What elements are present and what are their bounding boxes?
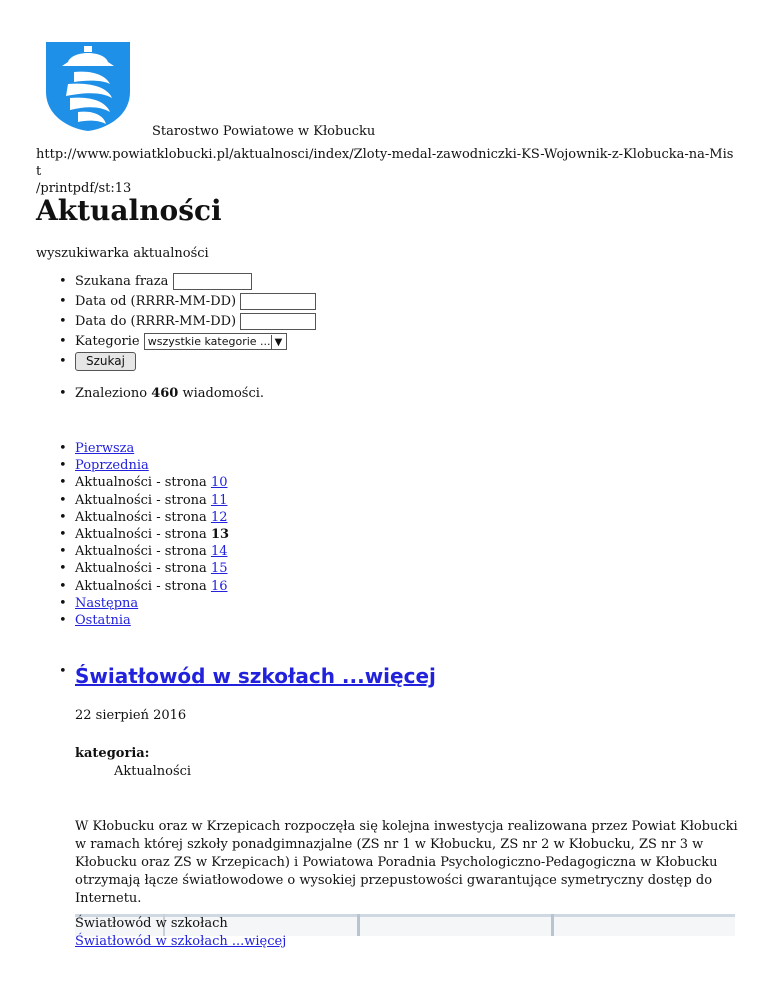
last-page-link[interactable]: Ostatnia xyxy=(75,612,131,628)
list-item xyxy=(36,440,229,457)
page-link[interactable]: 16 xyxy=(210,578,228,594)
list-item xyxy=(36,474,229,491)
date-from-input[interactable] xyxy=(240,293,316,310)
results-summary xyxy=(36,386,264,401)
list-item xyxy=(36,312,636,332)
list-item xyxy=(36,560,229,577)
page-link[interactable]: 14 xyxy=(210,544,228,560)
list-item xyxy=(36,332,636,352)
search-button[interactable]: Szukaj xyxy=(75,352,136,371)
category-selected-value: wszystkie kategorie ... xyxy=(147,335,271,348)
current-page: 13 xyxy=(210,526,230,542)
page-prefix: Aktualności - strona xyxy=(75,509,207,525)
list-item xyxy=(36,509,229,526)
image-caption: Światłowód w szkołach xyxy=(75,916,228,931)
article-more-link[interactable]: Światłowód w szkołach ...więcej xyxy=(75,934,287,949)
page-link[interactable]: 11 xyxy=(210,492,228,508)
article-date: 22 sierpień 2016 xyxy=(75,708,187,723)
previous-page-link[interactable]: Poprzednia xyxy=(75,458,149,474)
category-value: Aktualności xyxy=(114,764,192,779)
page-link[interactable]: 15 xyxy=(210,561,228,577)
article-title-link[interactable]: Światłowód w szkołach ...więcej xyxy=(75,664,436,688)
article-body: W Kłobucku oraz w Krzepicach rozpoczęła się kolejna inwestycja realizowana przez Powiat Kłobucki w ramach której szkoły ponadgimnazjalne (ZS nr 1 w Kłobucku, ZS nr 2 w Kłobucku, ZS nr 3 w Kłobucku oraz ZS w Krzepicach) i Powiatowa Poradnia Psychologiczno-Pedagogiczna w Kłobucku otrzymają łącze światłowodowe o wysokiej przepustowości gwarantujące symetryczny dostęp do Internetu. xyxy=(75,819,738,906)
date-to-label: Data do (RRRR-MM-DD) xyxy=(75,314,237,329)
page-prefix: Aktualności - strona xyxy=(75,578,207,594)
phrase-label: Szukana fraza xyxy=(75,274,169,289)
date-to-input[interactable] xyxy=(240,313,316,330)
list-item xyxy=(36,664,736,688)
page-link[interactable]: 12 xyxy=(210,509,228,525)
list-item xyxy=(36,612,229,629)
results-count: 460 xyxy=(151,386,179,401)
search-heading: wyszukiwarka aktualności xyxy=(36,246,209,261)
date-from-label: Data od (RRRR-MM-DD) xyxy=(75,294,237,309)
first-page-link[interactable]: Pierwsza xyxy=(75,441,135,456)
list-item xyxy=(36,457,229,474)
page-link[interactable]: 10 xyxy=(210,475,228,491)
page-title: Aktualności xyxy=(36,194,222,227)
page-url-line1: http://www.powiatklobucki.pl/aktualnosci/index/Zloty-medal-zawodniczki-KS-Wojownik-z-Klobucka-na-Mist xyxy=(36,147,734,179)
list-item xyxy=(36,526,229,543)
page-prefix: Aktualności - strona xyxy=(75,544,207,560)
coat-of-arms-icon xyxy=(44,40,132,132)
list-item xyxy=(36,595,229,612)
list-item xyxy=(36,578,229,595)
page-prefix: Aktualności - strona xyxy=(75,475,207,491)
category-heading: kategoria: xyxy=(75,746,150,761)
page-url xyxy=(36,146,736,197)
page-url-line2: /printpdf/st:13 xyxy=(36,181,132,196)
organization-name: Starostwo Powiatowe w Kłobucku xyxy=(152,124,376,139)
list-item xyxy=(36,543,229,560)
search-form xyxy=(36,272,636,372)
page-prefix: Aktualności - strona xyxy=(75,492,207,508)
news-list xyxy=(36,664,736,688)
pagination xyxy=(36,440,229,629)
results-suffix: wiadomości. xyxy=(182,386,265,401)
list-item xyxy=(36,352,636,372)
category-label: Kategorie xyxy=(75,334,140,349)
page-prefix: Aktualności - strona xyxy=(75,526,207,542)
list-item xyxy=(36,272,636,292)
page-prefix: Aktualności - strona xyxy=(75,561,207,577)
phrase-input[interactable] xyxy=(173,273,252,290)
category-select[interactable] xyxy=(144,333,287,350)
results-prefix: Znaleziono xyxy=(75,386,148,401)
list-item xyxy=(36,292,636,312)
dropdown-arrow-icon: ▼ xyxy=(271,335,286,350)
next-page-link[interactable]: Następna xyxy=(75,595,139,611)
list-item xyxy=(36,492,229,509)
list-item xyxy=(36,386,264,401)
